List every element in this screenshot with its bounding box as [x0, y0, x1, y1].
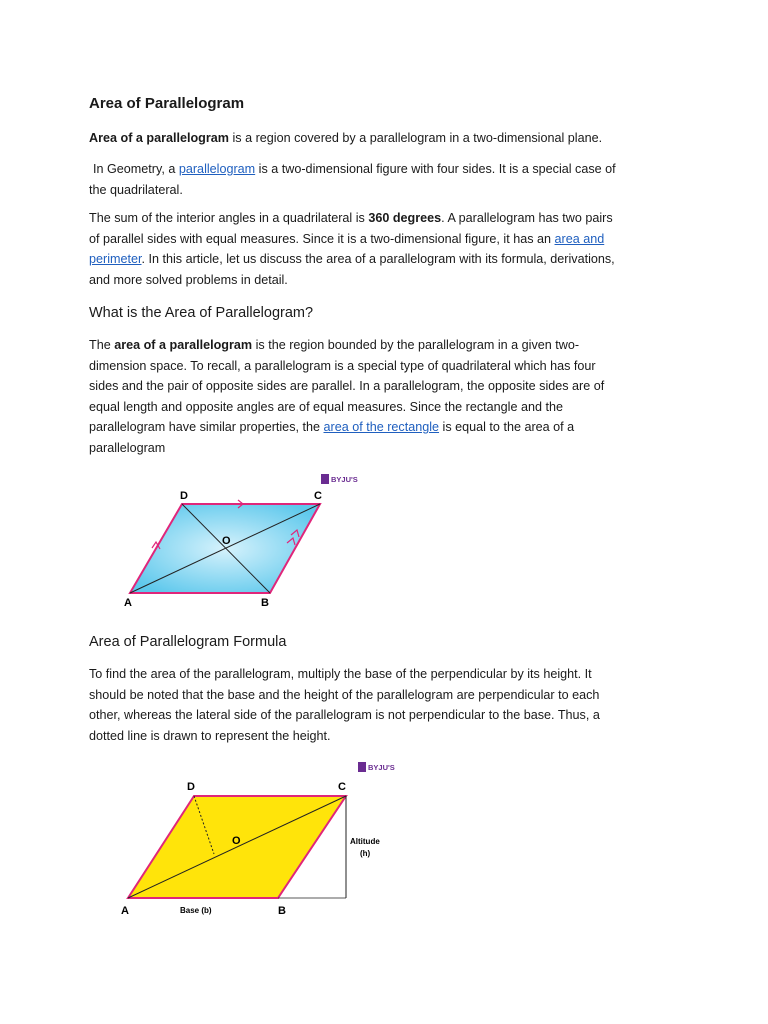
vertex-label-c: C: [314, 490, 322, 502]
parallelogram-diagram-blue: [110, 468, 370, 618]
angles-bold: 360 degrees: [368, 211, 442, 225]
angles-line-1: [89, 211, 613, 225]
angles-text-post: . A parallelogram has two pairs: [441, 211, 613, 225]
base-label: Base (b): [180, 906, 212, 915]
vertex-label-d: D: [180, 490, 188, 502]
what-is-line-5-text-post: is equal to the area of a: [439, 420, 575, 435]
formula-line-1: To find the area of the parallelogram, multiply the base of the perpendicular by its height. It: [89, 667, 592, 681]
formula-line-4: dotted line is drawn to represent the height.: [89, 728, 331, 743]
angles-line-4: and more solved problems in detail.: [89, 272, 288, 287]
vertex-label-o: O: [222, 535, 231, 547]
intro-paragraph: [89, 128, 689, 149]
vertex-label-b: B: [261, 597, 269, 609]
angles-line-2-text: of parallel sides with equal measures. Since it is a two-dimensional figure, it has an: [89, 231, 555, 246]
what-is-line-5-text-pre: parallelogram have similar properties, the: [89, 420, 324, 435]
intro-text: is a region covered by a parallelogram in a two-dimensional plane.: [228, 131, 603, 145]
geometry-line-1: [93, 162, 616, 176]
parallelogram-link[interactable]: parallelogram: [178, 162, 256, 176]
altitude-label: Altitude: [350, 837, 380, 846]
area-of-rectangle-link[interactable]: area of the rectangle: [323, 420, 440, 435]
angles-text-pre: The sum of the interior angles in a quadrilateral is: [89, 211, 369, 225]
what-is-line-6: parallelogram: [89, 440, 166, 455]
logo-byjus-1: [321, 474, 358, 484]
what-is-line-4: equal length and opposite angles are of equal measures. Since the rectangle and the: [89, 399, 563, 414]
what-is-line-3: sides and the pair of opposite sides are parallel. In a parallelogram, the opposite sides are of: [89, 379, 605, 394]
formula-line-3: other, whereas the lateral side of the parallelogram is not perpendicular to the base. Thus, a: [89, 708, 600, 723]
geometry-line-2: the quadrilateral.: [89, 182, 183, 197]
what-is-text-post: is the region bounded by the parallelogram in a given two-: [252, 338, 580, 352]
angles-paragraph: [89, 208, 689, 290]
intro-bold: Area of a parallelogram: [89, 131, 229, 145]
vertex-label-a: A: [124, 597, 132, 609]
altitude-sub-label: (h): [360, 849, 371, 858]
section-heading-what-is: What is the Area of Parallelogram?: [89, 305, 314, 321]
geometry-text-post: is a two-dimensional figure with four sides. It is a special case of: [255, 162, 616, 176]
vertex-label-b-2: B: [278, 905, 286, 917]
vertex-label-o-2: O: [232, 835, 241, 847]
what-is-line-1: [89, 338, 579, 352]
formula-paragraph: [89, 664, 689, 746]
what-is-bold: area of a parallelogram: [114, 338, 253, 352]
vertex-label-c-2: C: [338, 781, 346, 793]
what-is-text-pre: The: [89, 338, 115, 352]
geometry-text-pre: In Geometry, a: [93, 162, 179, 176]
angles-line-2: [89, 232, 604, 246]
vertex-label-d-2: D: [187, 781, 195, 793]
svg-text:BYJU'S: BYJU'S: [331, 475, 358, 484]
what-is-line-5: [89, 420, 574, 434]
angles-line-3-text: . In this article, let us discuss the area of a parallelogram with its formula, derivations,: [141, 252, 615, 267]
what-is-line-2: dimension space. To recall, a parallelogram is a special type of quadrilateral which has four: [89, 358, 596, 373]
section-heading-formula: Area of Parallelogram Formula: [89, 634, 287, 650]
page-title: Area of Parallelogram: [89, 95, 245, 112]
geometry-paragraph: [89, 159, 693, 200]
area-and-perimeter-link-2[interactable]: perimeter: [89, 252, 142, 267]
angles-line-3: [89, 252, 615, 266]
parallelogram-diagram-yellow: [108, 758, 408, 923]
what-is-paragraph: [89, 335, 689, 459]
logo-byjus-2: [358, 762, 395, 772]
formula-line-2: should be noted that the base and the height of the parallelogram are perpendicular to each: [89, 687, 600, 702]
svg-text:BYJU'S: BYJU'S: [368, 763, 395, 772]
area-and-perimeter-link-1[interactable]: area and: [554, 231, 605, 246]
vertex-label-a-2: A: [121, 905, 129, 917]
